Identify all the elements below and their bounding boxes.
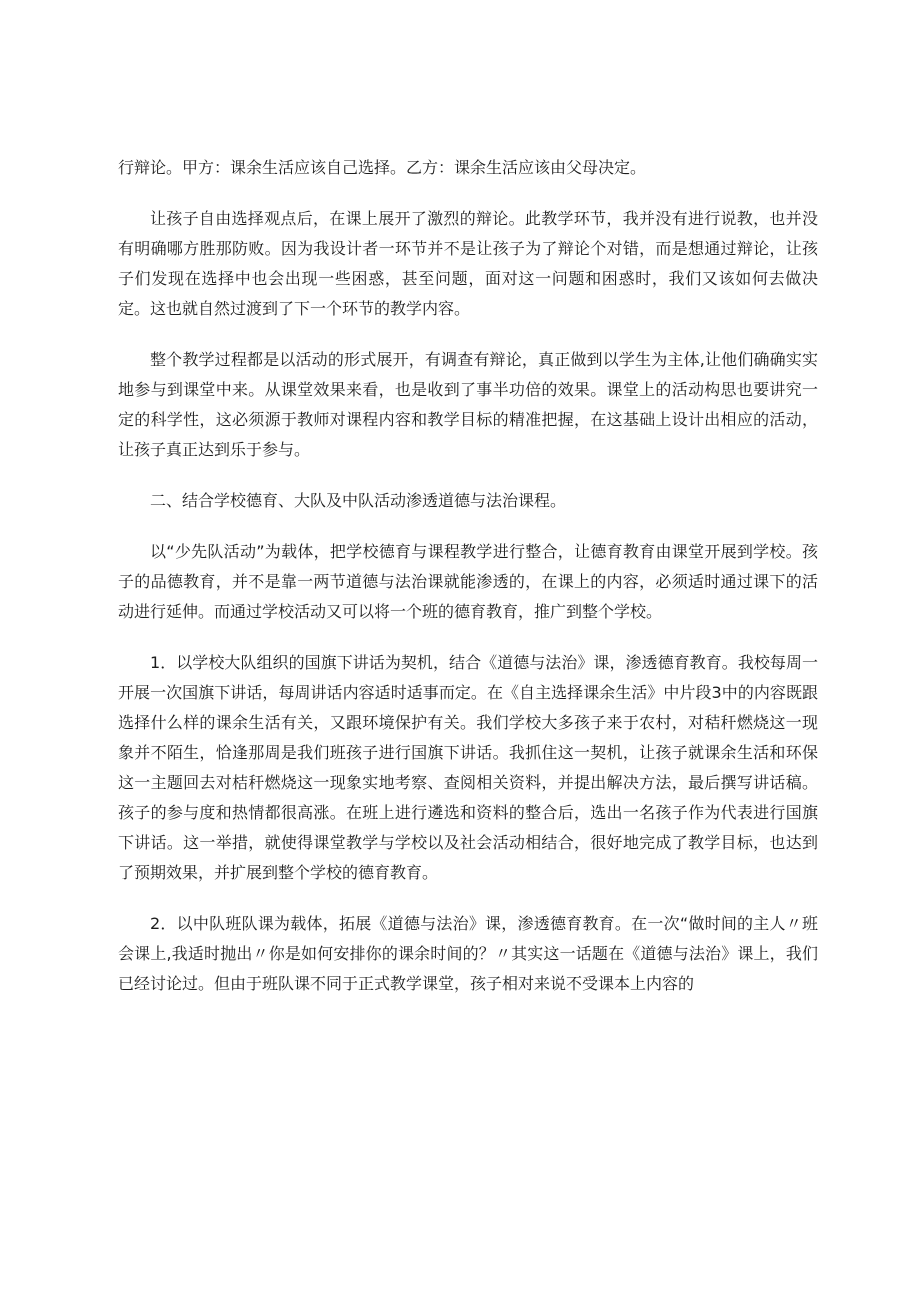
document-body: [118, 153, 818, 999]
paragraph-young-pioneers: 以“少先队活动”为载体，把学校德育与课程教学进行整合，让德育教育由课堂开展到学校。孩子的品德教育，并不是靠一两节道德与法治课就能渗透的，在课上的内容，必须适时通过课下的活动进行延伸。而通过学校活动又可以将一个班的德育教育，推广到整个学校。: [118, 542, 818, 621]
paragraph-debate-sides: 行辩论。甲方：课余生活应该自己选择。乙方：课余生活应该由父母决定。: [118, 158, 647, 177]
paragraph-debate-process: 让孩子自由选择观点后，在课上展开了激烈的辩论。此教学环节，我并没有进行说教，也并没有明确哪方胜那防败。因为我设计者一环节并不是让孩子为了辩论个对错，而是想通过辩论，让孩子们发现在选择中也会出现一些困惑，甚至问题，面对这一问题和困惑时，我们又该如何去做决定。这也就自然过渡到了下一个环节的教学内容。: [118, 209, 818, 318]
paragraph-item-one: 1．以学校大队组织的国旗下讲话为契机，结合《道德与法治》课，渗透德育教育。我校每周一开展一次国旗下讲话，每周讲话内容适时适事而定。在《自主选择课余生活》中片段3中的内容既跟选择什么样的课余生活有关，又跟环境保护有关。我们学校大多孩子来于农村，对秸秆燃烧这一现象并不陌生，恰逢那周是我们班孩子进行国旗下讲话。我抓住这一契机，让孩子就课余生活和环保这一主题回去对桔秆燃烧这一现象实地考察、查阅相关资料，并提出解决方法，最后撰写讲话稿。孩子的参与度和热情都很高涨。在班上进行遴选和资料的整合后，选出一名孩子作为代表进行国旗下讲话。这一举措，就使得课堂教学与学校以及社会活动相结合，很好地完成了教学目标，也达到了预期效果，并扩展到整个学校的德育教育。: [118, 653, 818, 882]
section-heading-two: 二、结合学校德育、大队及中队活动渗透道德与法治课程。: [150, 491, 567, 510]
paragraph-item-two: 2．以中队班队课为载体，拓展《道德与法治》课，渗透德育教育。在一次“做时间的主人〃班会课上,我适时抛出〃你是如何安排你的课余时间的？〃其实这一话题在《道德与法治》课上，我们已经讨论过。但由于班队课不同于正式教学课堂，孩子相对来说不受课本上内容的: [118, 914, 818, 993]
paragraph-teaching-activities: 整个教学过程都是以活动的形式展开，有调查有辩论，真正做到以学生为主体,让他们确确实实地参与到课堂中来。从课堂效果来看，也是收到了事半功倍的效果。课堂上的活动构思也要讲究一定的科学性，这必须源于教师对课程内容和教学目标的精准把握，在这基础上设计出相应的活动，让孩子真正达到乐于参与。: [118, 350, 818, 459]
